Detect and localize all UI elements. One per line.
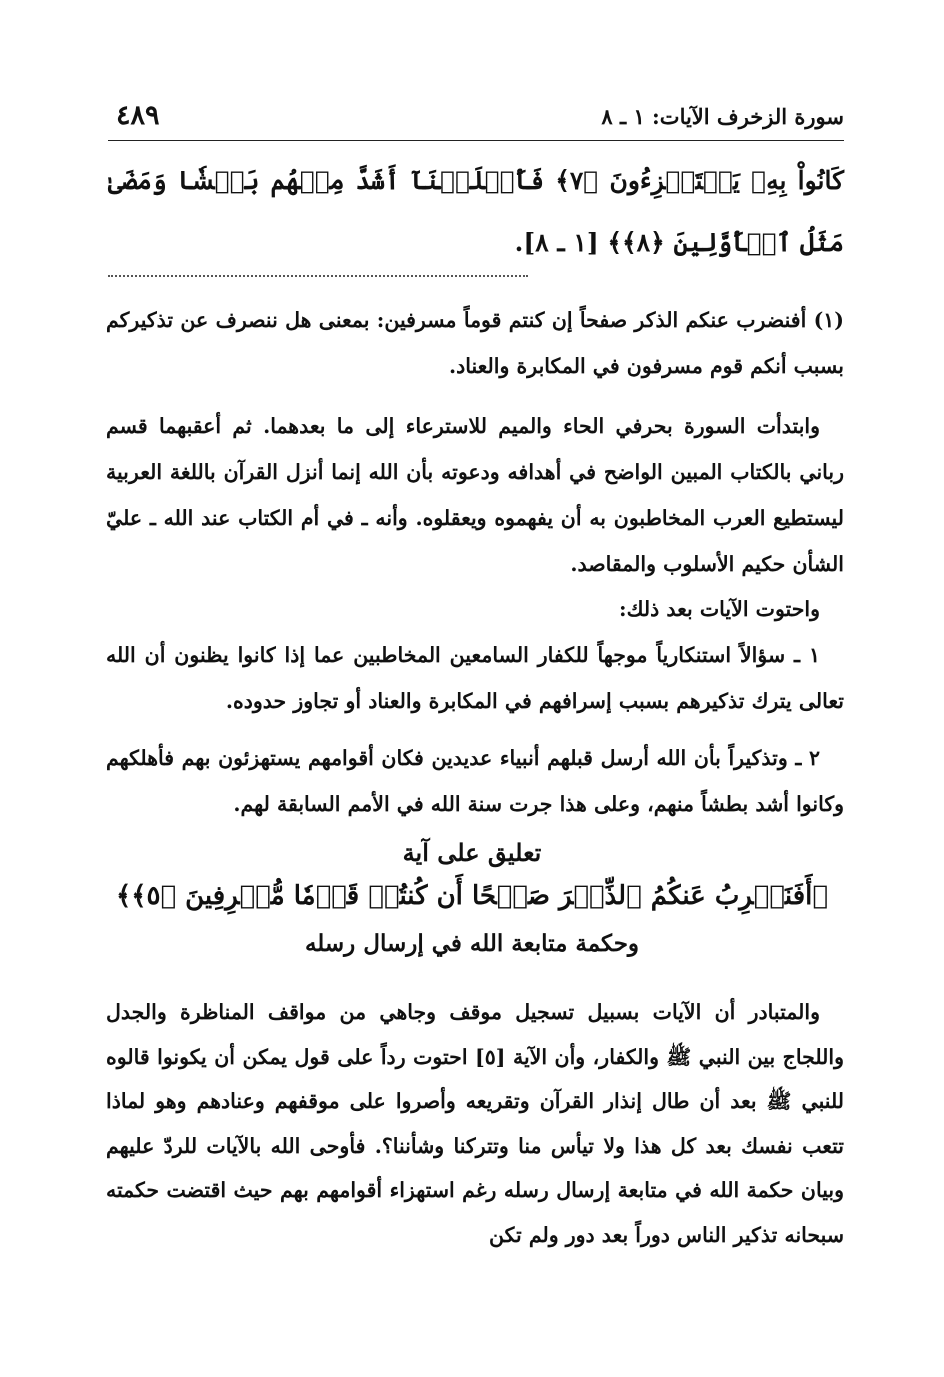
- quran-verse-block: كَانُواْ بِهِۦ يَسۡتَهۡزِءُونَ ﴿٧﴾ فَأَهۡلَكۡنَآ أَشَدَّ مِنۡهُم بَطۡشٗا وَمَضَىٰ مَثَلُ ٱلۡأَوَّلِينَ ﴿٨﴾﴾ [١ ـ ٨].: [108, 166, 845, 257]
- body-paragraph: [106, 403, 844, 587]
- paragraph-text: وابتدأت السورة بحرفي الحاء والميم للاسترعاء إلى ما بعدهما. ثم أعقبهما قسم رباني بالكتاب المبين الواضح في أهدافه ودعوته بأن الله إنما أنزل القرآن باللغة العربية ليستطيع العرب المخاطبون به أن يفهموه ويعقلوه. وأنه ـ في أم الكتاب عند الله ـ عليّ الشأن حكيم الأسلوب والمقاصد.: [106, 414, 844, 576]
- page-number: ٤٨٩: [116, 100, 160, 131]
- body-paragraph: [106, 586, 844, 632]
- list-item-2: [106, 735, 844, 827]
- paragraph-text: ٢ ـ وتذكيراً بأن الله أرسل قبلهم أنبياء عديدين فكان أقوامهم يستهزئون بهم فأهلكهم وكانوا أشد بطشاً منهم، وعلى هذا جرت سنة الله في الأمم السابقة لهم.: [106, 746, 844, 816]
- header-rule: [108, 140, 844, 141]
- running-title: سورة الزخرف الآيات: ١ ـ ٨: [601, 104, 844, 129]
- paragraph-text: واحتوت الآيات بعد ذلك:: [619, 597, 820, 621]
- section-subheading: وحكمة متابعة الله في إرسال رسله: [304, 930, 640, 957]
- footnote-paragraph: [106, 297, 844, 389]
- paragraph-text: ١ ـ سؤالاً استنكارياً موجهاً للكفار السامعين المخاطبين عما إذا كانوا يظنون أن الله تعالى يترك تذكيرهم بسبب إسرافهم في المكابرة والعناد أو تجاوز حدوده.: [106, 643, 844, 713]
- paragraph-text: (١) أفنضرب عنكم الذكر صفحاً إن كنتم قوماً مسرفين: بمعنى هل ننصرف عن تذكيركم بسبب أنكم قوم مسرفون في المكابرة والعناد.: [106, 308, 844, 378]
- dotted-separator: [108, 275, 528, 277]
- section-heading-verse: ﴿أَفَنَضۡرِبُ عَنكُمُ ٱلذِّكۡرَ صَفۡحًا أَن كُنتُمۡ قَوۡمٗا مُّسۡرِفِينَ ﴿٥﴾﴾: [116, 881, 828, 911]
- section-heading: تعليق على آية: [402, 838, 542, 867]
- paragraph-text: والمتبادر أن الآيات بسبيل تسجيل موقف وجاهي من مواقف المناظرة والجدل واللجاج بين النبي ﷺ والكفار، وأن الآية [٥] احتوت رداً على قول يمكن أن يكونوا قالوه للنبي ﷺ بعد أن طال إنذار القرآن وتقريعه وأصروا على موقفهم وعنادهم وهو لماذا تتعب نفسك بعد كل هذا ولا تيأس منا وتتركنا وشأننا؟. فأوحى الله بالآيات للردّ عليهم وبيان حكمة الله في متابعة إرسال رسله رغم استهزاء أقوامهم بهم حيث اقتضت حكمته سبحانه تذكير الناس دوراً بعد دور ولم تكن: [106, 1000, 844, 1247]
- running-header: [108, 98, 844, 138]
- list-item-1: [106, 632, 844, 724]
- body-paragraph-final: [106, 990, 844, 1257]
